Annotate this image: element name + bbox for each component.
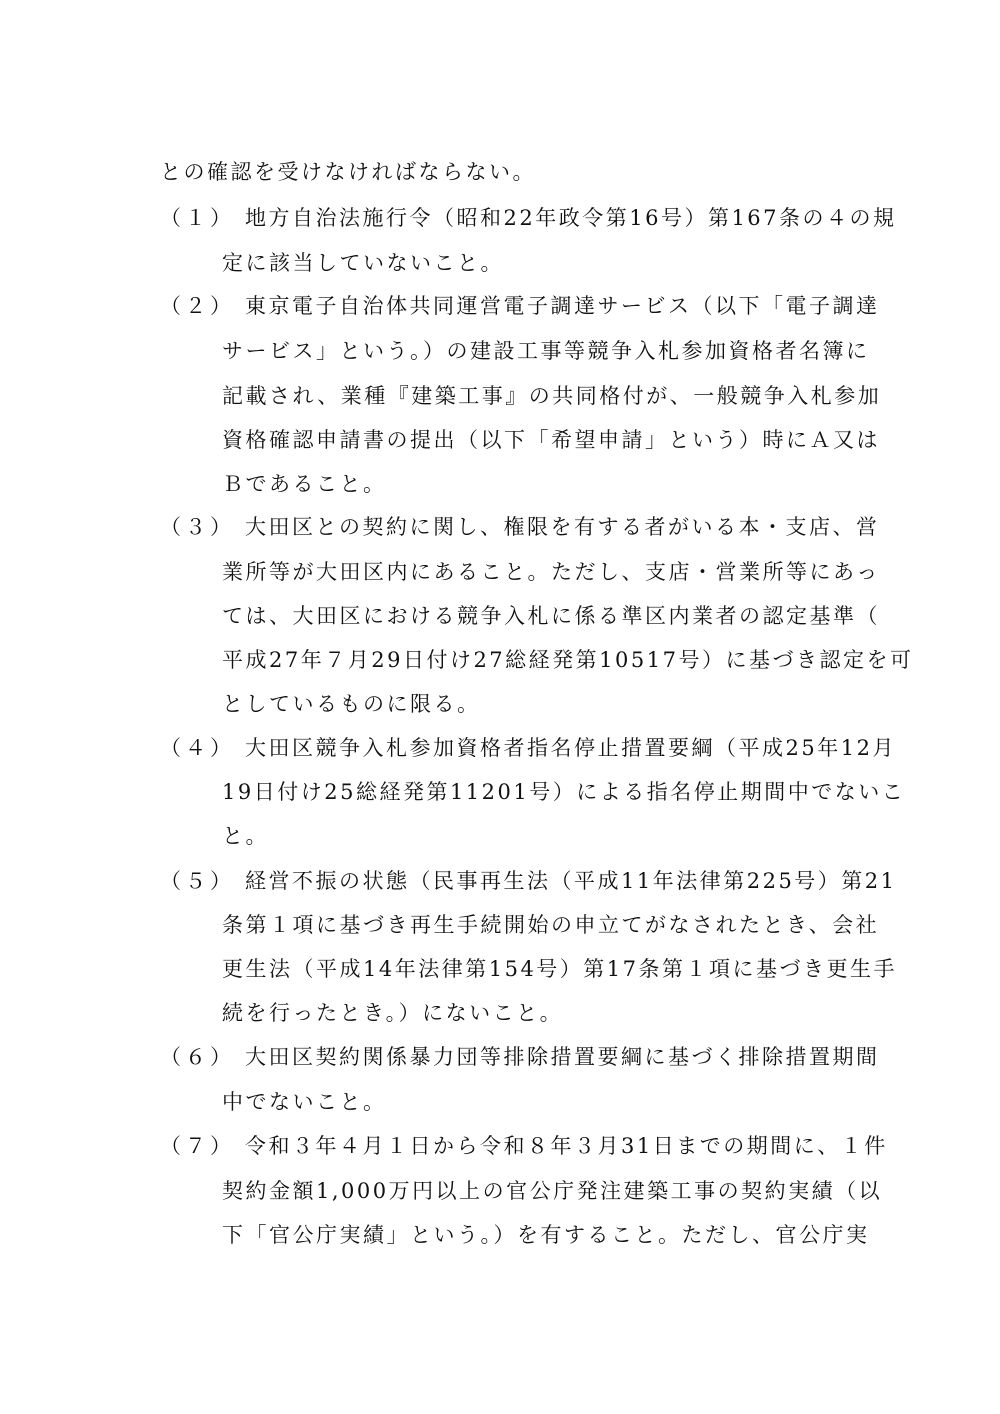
- item-2-number: （２）: [160, 294, 235, 318]
- item-2-line-1: 東京電子自治体共同運営電子調達サービス（以下「電子調達: [245, 294, 880, 318]
- item-2-line-4: 資格確認申請書の提出（以下「希望申請」という）時にＡ又は: [222, 428, 880, 452]
- item-5-number: （５）: [160, 869, 235, 893]
- item-4-line-2: 19日付け25総経発第11201号）による指名停止期間中でないこ: [222, 780, 906, 804]
- item-3-number: （３）: [160, 515, 235, 539]
- item-2-line-2: サービス」という。）の建設工事等競争入札参加資格者名簿に: [222, 339, 870, 363]
- item-3-line-1: 大田区との契約に関し、権限を有する者がいる本・支店、営: [245, 515, 880, 539]
- item-4-number: （４）: [160, 736, 235, 760]
- item-5-line-4: 続を行ったとき。）にないこと。: [222, 1001, 564, 1025]
- item-7-line-2: 契約金額1,000万円以上の官公庁発注建築工事の契約実績（以: [222, 1179, 883, 1203]
- item-3-line-5: としているものに限る。: [222, 692, 481, 716]
- item-7-line-1: 令和３年４月１日から令和８年３月31日までの期間に、１件: [245, 1134, 888, 1158]
- item-3-line-4: 平成27年７月29日付け27総経発第10517号）に基づき認定を可: [222, 648, 914, 672]
- item-6-line-2: 中でないこと。: [222, 1090, 387, 1114]
- item-1-line-2: 定に該当していないこと。: [222, 251, 504, 275]
- item-7-line-3: 下「官公庁実績」という。）を有すること。ただし、官公庁実: [222, 1223, 870, 1247]
- item-2-line-5: Ｂであること。: [222, 472, 387, 496]
- item-4-line-3: と。: [222, 824, 269, 848]
- item-3-line-3: ては、大田区における競争入札に係る準区内業者の認定基準（: [222, 604, 880, 628]
- item-1-number: （１）: [160, 206, 235, 230]
- item-6-number: （６）: [160, 1045, 235, 1069]
- item-5-line-2: 条第１項に基づき再生手続開始の申立てがなされたとき、会社: [222, 913, 880, 937]
- item-6-line-1: 大田区契約関係暴力団等排除措置要綱に基づく排除措置期間: [245, 1045, 880, 1069]
- item-1-line-1: 地方自治法施行令（昭和22年政令第16号）第167条の４の規: [245, 206, 897, 230]
- item-2-line-3: 記載され、業種『建築工事』の共同格付が、一般競争入札参加: [222, 384, 882, 408]
- item-5-line-1: 経営不振の状態（民事再生法（平成11年法律第225号）第21: [245, 869, 897, 893]
- item-3-line-2: 業所等が大田区内にあること。ただし、支店・営業所等にあっ: [222, 560, 880, 584]
- item-7-number: （７）: [160, 1134, 235, 1158]
- intro-line: との確認を受けなければならない。: [160, 160, 536, 184]
- item-5-line-3: 更生法（平成14年法律第154号）第17条第１項に基づき更生手: [222, 957, 898, 981]
- item-4-line-1: 大田区競争入札参加資格者指名停止措置要綱（平成25年12月: [245, 736, 896, 760]
